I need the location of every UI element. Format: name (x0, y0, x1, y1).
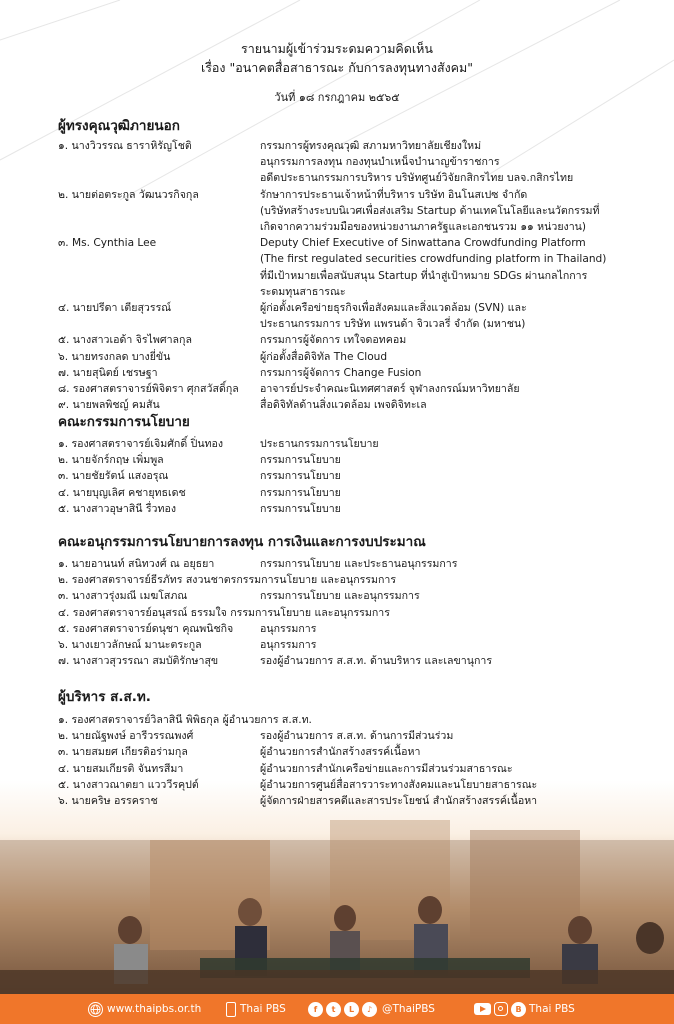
participant-name: ๑. รองศาสตราจารย์เจิมศักดิ์ ปิ่นทอง (58, 438, 224, 450)
participant-name: ๕. นางสาวณาตยา แวววีรคุปต์ (58, 778, 199, 791)
participant-role: สื่อดิจิทัลด้านสิ่งแวดล้อม เพจดิจิทะเล (260, 399, 427, 412)
facebook-icon[interactable]: f (308, 1002, 323, 1017)
participant-role: Deputy Chief Executive of Sinwattana Crowdfunding Platform (260, 237, 586, 250)
participant-role: ผู้อำนวยการสำนักสร้างสรรค์เนื้อหา (260, 746, 421, 759)
participant-name: ๘. รองศาสตราจารย์พิจิตรา ศุกสวัสดิ์กุล (58, 383, 239, 395)
twitter-icon[interactable]: t (326, 1002, 341, 1017)
participant-role: ผู้จัดการฝ่ายสารคดีและสารประโยชน์ สำนักสร้างสรรค์เนื้อหา (260, 795, 538, 807)
participant-role: กรรมการนโยบาย และประธานอนุกรรมการ (260, 558, 458, 570)
participant-name: ๑. นางวิวรรณ ธาราหิรัญโชติ (58, 140, 192, 152)
participant-name: ๓. นายชัยรัตน์ แสงอรุณ (58, 470, 169, 483)
participant-name: ๓. Ms. Cynthia Lee (58, 237, 157, 250)
document-title: รายนามผู้เข้าร่วมระดมความคิดเห็น (241, 41, 433, 56)
brand-links (474, 994, 575, 1024)
participant-role: กรรมการนโยบาย และอนุกรรมการ (260, 590, 420, 603)
participant-role: เกิดจากความร่วมมือของหน่วยงานภาครัฐและเอกชนรวม ๑๑ หน่วยงาน) (260, 221, 587, 233)
section-heading-executives: ผู้บริหาร ส.ส.ท. (58, 689, 151, 705)
globe-icon (88, 1002, 103, 1017)
participant-role: ระดมทุนสาธารณะ (260, 285, 346, 298)
youtube-icon[interactable] (474, 1003, 491, 1015)
participant-name: ๖. นายทรงกลด บางยี่ขัน (58, 350, 171, 363)
participant-name: ๖. นายคริษ อรรคราช (58, 795, 158, 807)
participant-role: กรรมการนโยบาย (260, 454, 341, 467)
brand-label: Thai PBS (529, 1003, 575, 1015)
footer-bar (0, 994, 674, 1024)
participant-name: ๖. นางเยาวลักษณ์ มานะตระกูล (58, 639, 202, 651)
participant-name: ๒. นายจักร์กฤษ เพิ่มพูล (58, 454, 164, 467)
document-subject: เรื่อง "อนาคตสื่อสาธารณะ กับการลงทุนทางสังคม" (200, 60, 474, 75)
participant-name: ๗. นางสาวสุวรรณา สมบัติรักษาสุข (58, 655, 219, 668)
participant-name: ๔. นายบุญเลิศ คชายุทธเดช (58, 486, 186, 499)
tiktok-icon[interactable]: ♪ (362, 1002, 377, 1017)
blockdit-icon[interactable]: B (511, 1002, 526, 1017)
participant-name: ๓. นายสมยศ เกียรติอร่ามกุล (58, 746, 188, 759)
participant-name: ๓. นางสาวรุ่งมณี เมฆโสภณ (58, 590, 188, 603)
participant-name: ๒. นายณัฐพงษ์ อารีวรรณพงศ์ (58, 730, 194, 743)
participant-name: ๕. รองศาสตราจารย์ดนุชา คุณพนิชกิจ (58, 622, 234, 635)
participant-role: กรรมการนโยบาย (260, 470, 341, 483)
section-heading-subcommittee: คณะอนุกรรมการนโยบายการลงทุน การเงินและการงบประมาณ (58, 534, 426, 550)
app-link[interactable] (226, 994, 286, 1024)
app-label: Thai PBS (240, 1003, 286, 1015)
participant-name: ๔. รองศาสตราจารย์อนุสรณ์ ธรรมใจ กรรมการนโยบาย และอนุกรรมการ (58, 606, 390, 619)
participant-role: รองผู้อำนวยการ ส.ส.ท. ด้านการมีส่วนร่วม (260, 730, 454, 743)
participant-name: ๗. นายสุนิตย์ เชรษฐา (58, 366, 158, 379)
mobile-app-icon (226, 1002, 236, 1017)
participant-role: ผู้ก่อตั้งเครือข่ายธุรกิจเพื่อสังคมและสิ่งแวดล้อม (SVN) และ (260, 302, 527, 314)
website-url: www.thaipbs.or.th (107, 1003, 202, 1015)
participant-role: ที่มีเป้าหมายเพื่อสนับสนุน Startup ที่นำสู่เป้าหมาย SDGs ผ่านกลไกการ (260, 269, 588, 282)
participant-name: ๕. นางสาวอุษาสินี รื่วทอง (58, 502, 177, 515)
participant-role: ผู้ก่อตั้งสื่อดิจิทัล The Cloud (260, 350, 388, 363)
participant-name: ๙. นายพลพิชญ์ คมสัน (58, 399, 160, 412)
participant-role: อดีตประธานกรรมการบริหาร บริษัทศูนย์วิจัยกสิกรไทย บลจ.กสิกรไทย (260, 172, 574, 185)
participant-name: ๑. นายอานนท์ สนิทวงศ์ ณ อยุธยา (58, 558, 215, 570)
participant-role: อนุกรรมการ (260, 622, 317, 635)
participant-role: รักษาการประธานเจ้าหน้าที่บริหาร บริษัท อินโนสเปซ จำกัด (260, 188, 528, 201)
participant-role: อนุกรรมการลงทุน กองทุนบำเหน็จบำนาญข้าราชการ (260, 156, 500, 169)
participant-name: ๔. นายปรีดา เตียสุวรรณ์ (58, 302, 172, 314)
document-date: วันที่ ๑๘ กรกฎาคม ๒๕๖๕ (274, 91, 400, 104)
participant-name: ๒. นายต่อตระกูล วัฒนวรกิจกุล (58, 188, 199, 201)
participant-name: ๑. รองศาสตราจารย์วิลาสินี พิพิธกุล ผู้อำนวยการ ส.ส.ท. (58, 714, 312, 726)
participant-role: ประธานกรรมการ บริษัท แพรนด้า จิวเวลรี่ จำกัด (มหาชน) (260, 318, 526, 331)
participant-name: ๔. นายสมเกียรติ จันทรสีมา (58, 762, 184, 775)
website-link[interactable] (88, 994, 201, 1024)
participant-role: อนุกรรมการ (260, 639, 317, 651)
participant-name: ๒. รองศาสตราจารย์ธีรภัทร สงวนชาตรกรรมการนโยบาย และอนุกรรมการ (58, 574, 397, 587)
participant-role: ผู้อำนวยการศูนย์สื่อสารวาระทางสังคมและนโยบายสาธารณะ (260, 778, 538, 791)
participant-role: อาจารย์ประจำคณะนิเทศศาสตร์ จุฬาลงกรณ์มหาวิทยาลัย (260, 383, 520, 395)
participant-role: ประธานกรรมการนโยบาย (260, 438, 379, 450)
social-links (308, 994, 435, 1024)
section-heading-experts: ผู้ทรงคุณวุฒิภายนอก (58, 118, 180, 134)
participant-role: (บริษัทสร้างระบบนิเวศเพื่อส่งเสริม Startup ด้านเทคโนโลยีและนวัตกรรมที่ (260, 204, 600, 217)
participant-name: ๕. นางสาวเอด้า จิรไพศาลกุล (58, 334, 192, 347)
participant-role: (The first regulated securities crowdfunding platform in Thailand) (260, 253, 607, 266)
social-handle: @ThaiPBS (382, 1003, 435, 1015)
participant-role: กรรมการนโยบาย (260, 502, 341, 515)
participant-role: กรรมการผู้ทรงคุณวุฒิ สภามหาวิทยาลัยเชียงใหม่ (260, 140, 482, 152)
participant-role: กรรมการผู้จัดการ Change Fusion (260, 366, 422, 379)
participant-role: กรรมการผู้จัดการ เทใจดอทคอม (260, 334, 407, 347)
participant-role: กรรมการนโยบาย (260, 486, 341, 499)
line-icon[interactable]: L (344, 1002, 359, 1017)
participant-role: ผู้อำนวยการสำนักเครือข่ายและการมีส่วนร่วมสาธารณะ (260, 762, 513, 775)
instagram-icon[interactable] (494, 1002, 508, 1016)
participant-role: รองผู้อำนวยการ ส.ส.ท. ด้านบริหาร และเลขานุการ (260, 655, 493, 668)
section-heading-policy: คณะกรรมการนโยบาย (58, 414, 190, 430)
